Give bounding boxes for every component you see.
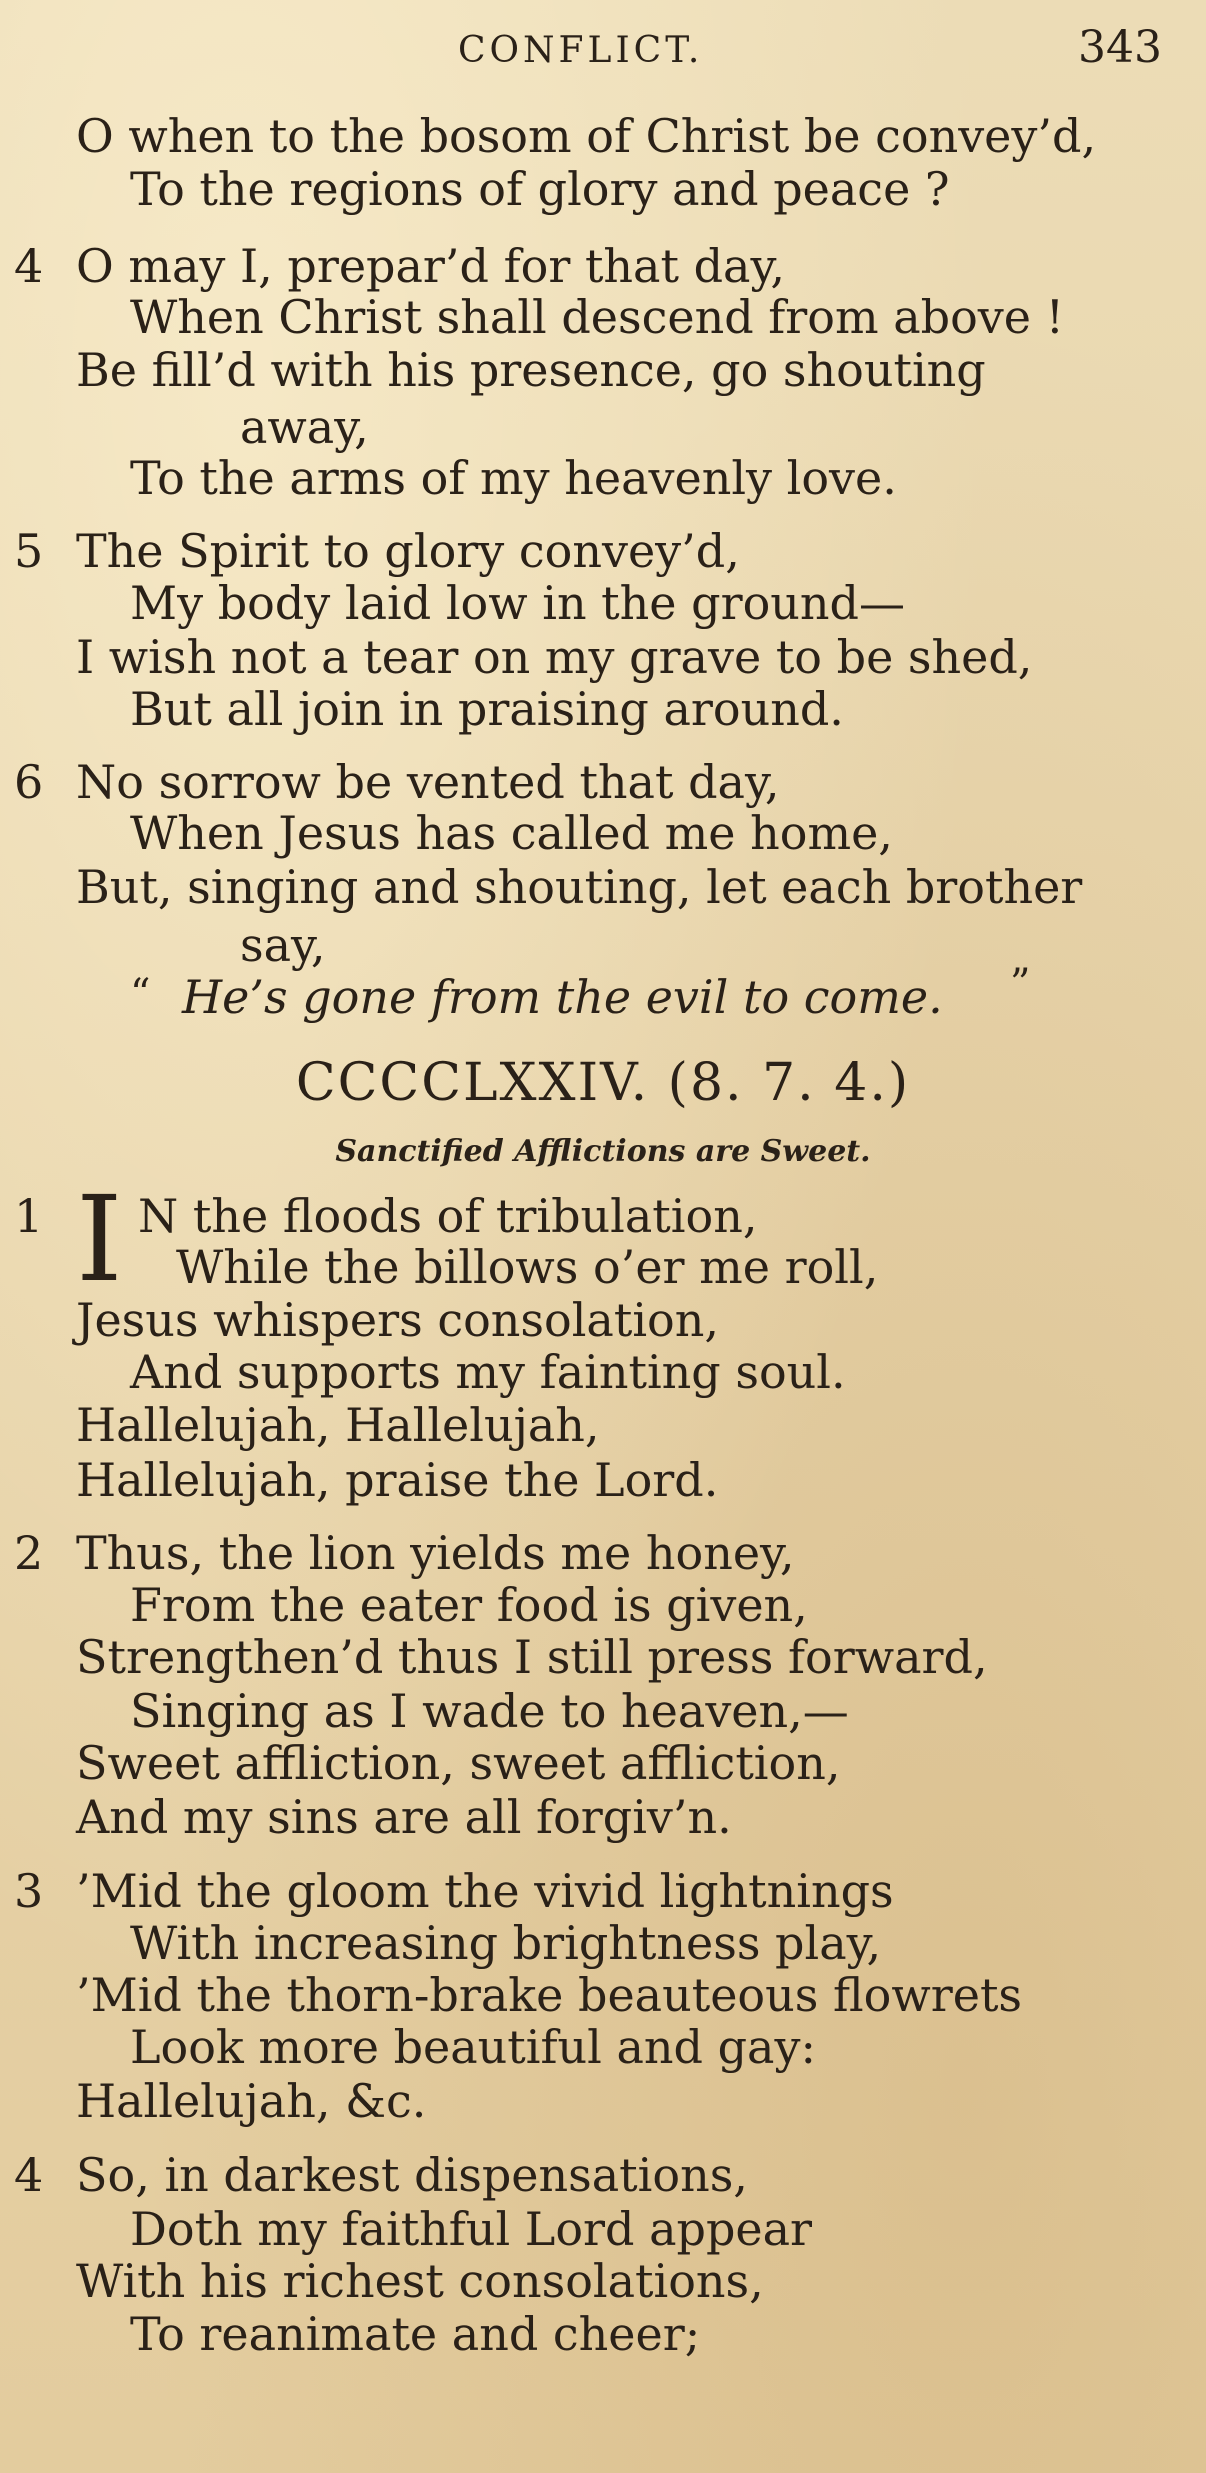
hymn-line: Hallelujah, praise the Lord. (76, 1453, 719, 1507)
hymn-line: Look more beautiful and gay: (130, 2020, 816, 2074)
drop-cap: I (76, 1170, 123, 1308)
hymn-line-quoted: He’s gone from the evil to come. (182, 970, 943, 1024)
hymn-line: Thus, the lion yields me honey, (76, 1526, 795, 1580)
hymn-line: I wish not a tear on my grave to be shed, (76, 630, 1033, 684)
hymn-line: From the eater food is given, (130, 1578, 808, 1632)
hymn-line: Hallelujah, &c. (76, 2074, 427, 2128)
verse-number: 2 (14, 1526, 44, 1580)
hymn-line: ’Mid the gloom the vivid lightnings (76, 1864, 894, 1918)
hymn-line: While the billows o’er me roll, (176, 1240, 879, 1294)
open-quote: “ (130, 971, 151, 1017)
hymn-line: O when to the bosom of Christ be convey’d, (76, 109, 1097, 163)
hymn-title: Sanctified Afflictions are Sweet. (335, 1134, 871, 1169)
page-number: 343 (1078, 22, 1162, 73)
hymn-heading (0, 1053, 1206, 1113)
hymn-line: So, in darkest dispensations, (76, 2148, 748, 2202)
hymn-line: When Christ shall descend from above ! (130, 290, 1065, 344)
hymn-line: Sweet affliction, sweet affliction, (76, 1736, 841, 1790)
verse-number: 1 (14, 1189, 44, 1243)
hymn-line: Singing as I wade to heaven,— (130, 1684, 849, 1738)
page-header (0, 20, 1206, 80)
hymn-line: Strengthen’d thus I still press forward, (76, 1630, 988, 1684)
verse-number: 6 (14, 755, 44, 809)
verse-number: 4 (14, 2148, 44, 2202)
verse-number: 4 (14, 239, 44, 293)
hymn-line: To the arms of my heavenly love. (130, 451, 897, 505)
verse-number: 5 (14, 524, 44, 578)
hymn-line: Hallelujah, Hallelujah, (76, 1398, 600, 1452)
running-head: CONFLICT. (458, 30, 704, 71)
hymn-line: And my sins are all forgiv’n. (76, 1790, 732, 1844)
hymn-line: O may I, prepar’d for that day, (76, 239, 785, 293)
hymn-number: CCCCLXXIV. (295, 1053, 650, 1113)
hymn-line: Jesus whispers consolation, (76, 1293, 719, 1347)
hymn-line: With increasing brightness play, (130, 1916, 882, 1970)
close-quote: ” (1010, 961, 1031, 1007)
hymn-line: Be fill’d with his presence, go shouting (76, 343, 986, 397)
hymn-line: To the regions of glory and peace ? (130, 162, 950, 216)
hymn-line: ’Mid the thorn-brake beauteous flowrets (76, 1968, 1023, 2022)
hymn-line: My body laid low in the ground— (130, 576, 905, 630)
hymn-meter: (8. 7. 4.) (667, 1053, 911, 1113)
verse-number: 3 (14, 1864, 44, 1918)
hymn-line: say, (240, 918, 326, 972)
hymn-line: Doth my faithful Lord appear (130, 2202, 813, 2256)
hymn-line: To reanimate and cheer; (130, 2307, 701, 2361)
hymn-line: But all join in praising around. (130, 682, 844, 736)
hymn-line: But, singing and shouting, let each brother (76, 860, 1083, 914)
hymn-line: away, (240, 400, 369, 454)
hymn-line: N the floods of tribulation, (138, 1189, 758, 1243)
hymn-line: When Jesus has called me home, (130, 806, 893, 860)
hymn-line: The Spirit to glory convey’d, (76, 524, 740, 578)
hymn-line: And supports my fainting soul. (130, 1345, 846, 1399)
hymn-line: With his richest consolations, (76, 2254, 764, 2308)
hymn-line: No sorrow be vented that day, (76, 755, 780, 809)
